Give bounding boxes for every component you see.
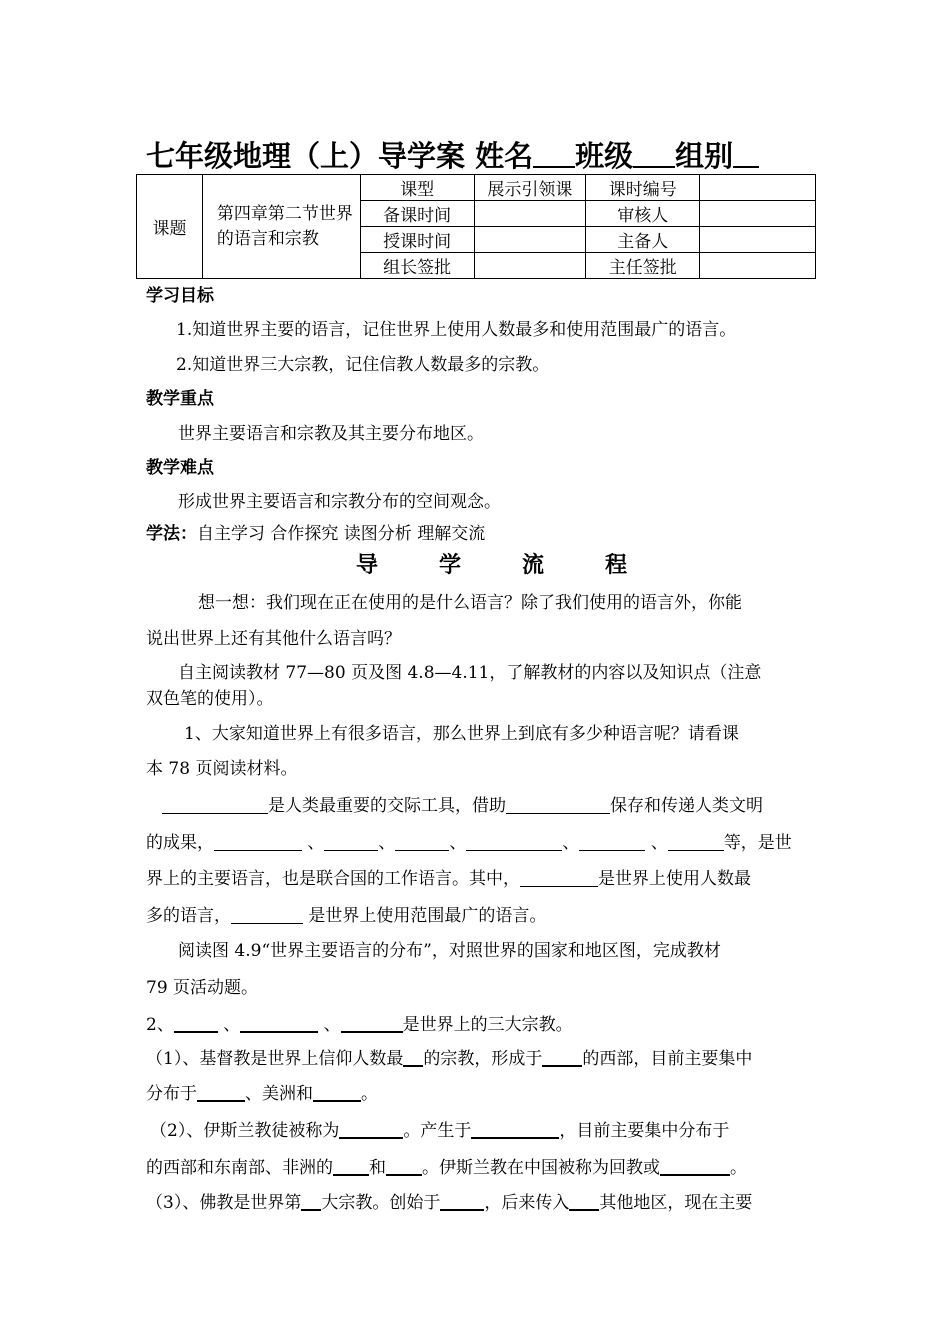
fill-line-b — [146, 828, 792, 853]
leader-sign-label: 组长签批 — [360, 253, 474, 279]
fill-text: 界上的主要语言，也是联合国的工作语言。其中， — [146, 869, 520, 889]
flow-title-char: 程 — [605, 553, 628, 578]
leader-sign-cell[interactable] — [474, 253, 586, 279]
reviewer-label: 审核人 — [586, 201, 700, 227]
class-label: 班级 — [575, 139, 634, 173]
fill-text: 是世界上使用人数最 — [598, 869, 751, 889]
fill-text: 的西部，目前主要集中 — [582, 1049, 753, 1069]
fill-text: 。 — [730, 1158, 747, 1178]
director-sign-cell[interactable] — [700, 253, 816, 279]
prep-time-cell[interactable] — [474, 201, 586, 227]
fill-text: 和 — [369, 1158, 386, 1178]
fill-text: 的西部和东南部、非洲的 — [146, 1158, 333, 1178]
fill-text: 分布于 — [146, 1084, 197, 1104]
fill-text: 保存和传递人类文明 — [610, 796, 763, 816]
answer-blank[interactable] — [440, 1191, 484, 1211]
teach-time-label: 授课时间 — [360, 227, 474, 253]
fill-text: 是人类最重要的交际工具，借助 — [268, 796, 506, 816]
christianity-line-2 — [146, 1079, 378, 1104]
answer-blank[interactable] — [403, 1047, 423, 1067]
answer-blank[interactable] — [174, 1013, 218, 1033]
objective-2: 2.知道世界三大宗教，记住信教人数最多的宗教。 — [176, 355, 550, 375]
answer-blank[interactable] — [386, 1156, 422, 1176]
fill-text: ，目前主要集中分布于 — [559, 1121, 730, 1141]
lesson-no-label: 课时编号 — [586, 175, 700, 201]
page-title — [146, 134, 759, 175]
fill-line-a — [162, 791, 763, 816]
title-main: 七年级地理（上）导学案 — [146, 139, 466, 173]
fill-text: 的成果， — [146, 833, 214, 853]
answer-blank[interactable] — [197, 1082, 245, 1102]
fill-text: 、美洲和 — [245, 1084, 313, 1104]
type-value: 展示引领课 — [474, 175, 586, 201]
answer-blank[interactable] — [542, 1047, 582, 1067]
reviewer-cell[interactable] — [700, 201, 816, 227]
fill-text: 、 — [307, 833, 325, 853]
answer-blank[interactable] — [579, 832, 645, 851]
answer-blank[interactable] — [569, 1191, 599, 1211]
fill-text: 2、 — [146, 1015, 174, 1035]
answer-blank[interactable] — [466, 832, 562, 851]
key-points-text: 世界主要语言和宗教及其主要分布地区。 — [178, 424, 484, 444]
answer-blank[interactable] — [333, 1156, 369, 1176]
think-line-2: 说出世界上还有其他什么语言吗？ — [146, 629, 401, 649]
key-points-heading: 教学重点 — [146, 389, 214, 409]
objective-1: 1.知道世界主要的语言，记住世界上使用人数最多和使用范围最广的语言。 — [176, 320, 737, 340]
method-label: 学法： — [146, 524, 197, 544]
answer-blank[interactable] — [471, 1119, 559, 1139]
fill-text: 。伊斯兰教在中国被称为回教或 — [422, 1158, 660, 1178]
christianity-line-1 — [146, 1044, 752, 1069]
answer-blank[interactable] — [324, 832, 378, 851]
fill-text: 、 — [449, 833, 467, 853]
answer-blank[interactable] — [240, 1013, 318, 1033]
fill-text: 是世界上的三大宗教。 — [402, 1015, 573, 1035]
buddhism-line-1 — [146, 1188, 752, 1213]
flow-title-char: 流 — [522, 553, 545, 578]
topic-value: 第四章第二节世界的语言和宗教 — [202, 175, 360, 279]
think-line-1: 想一想：我们现在正在使用的是什么语言？除了我们使用的语言外，你能 — [198, 593, 742, 613]
main-prep-cell[interactable] — [700, 227, 816, 253]
flow-title-char: 导 — [356, 553, 379, 578]
islam-line-1 — [150, 1116, 729, 1141]
fill-text: 多的语言， — [146, 906, 231, 926]
class-blank[interactable] — [633, 140, 675, 168]
fill-text: 其他地区，现在主要 — [599, 1193, 753, 1213]
fill-text: （2）、伊斯兰教徒被称为 — [150, 1121, 340, 1141]
q1-line-1: 1、大家知道世界上有很多语言，那么世界上到底有多少种语言呢？请看课 — [184, 724, 739, 744]
fill-text: 、 — [378, 833, 396, 853]
group-blank[interactable] — [733, 140, 759, 168]
answer-blank[interactable] — [231, 905, 303, 924]
lesson-info-table — [136, 174, 816, 279]
map-line-1: 阅读图 4.9“世界主要语言的分布”，对照世界的国家和地区图，完成教材 — [178, 941, 721, 961]
q1-line-2: 本 78 页阅读材料。 — [146, 759, 298, 779]
name-blank[interactable] — [533, 140, 575, 168]
fill-text: 的宗教，形成于 — [423, 1049, 543, 1069]
fill-text: 、 — [223, 1015, 241, 1035]
fill-text: 、 — [323, 1015, 341, 1035]
answer-blank[interactable] — [339, 1119, 403, 1139]
lesson-no-cell[interactable] — [700, 175, 816, 201]
answer-blank[interactable] — [313, 1082, 361, 1102]
flow-title — [356, 548, 688, 579]
answer-blank[interactable] — [660, 1156, 730, 1176]
fill-text: 是世界上使用范围最广的语言。 — [308, 906, 547, 926]
difficulties-heading: 教学难点 — [146, 458, 214, 478]
answer-blank[interactable] — [520, 868, 598, 887]
name-label: 姓名 — [475, 139, 534, 173]
fill-text: 大宗教。创始于 — [321, 1193, 441, 1213]
answer-blank[interactable] — [506, 795, 610, 814]
method-text: 自主学习 合作探究 读图分析 理解交流 — [197, 524, 486, 544]
fill-text: 。产生于 — [403, 1121, 472, 1141]
answer-blank[interactable] — [214, 832, 302, 851]
main-prep-label: 主备人 — [586, 227, 700, 253]
fill-text: ，后来传入 — [484, 1193, 570, 1213]
flow-title-char: 学 — [439, 553, 462, 578]
q2-line — [146, 1010, 573, 1035]
fill-text: （3）、佛教是世界第 — [146, 1193, 302, 1213]
answer-blank[interactable] — [301, 1191, 321, 1211]
read-line-1: 自主阅读教材 77—80 页及图 4.8—4.11，了解教材的内容以及知识点（注意 — [178, 663, 762, 683]
answer-blank[interactable] — [162, 795, 268, 814]
answer-blank[interactable] — [668, 832, 724, 851]
fill-line-d — [146, 901, 546, 926]
type-label: 课型 — [360, 175, 474, 201]
read-line-2: 双色笔的使用）。 — [146, 689, 274, 709]
group-label: 组别 — [675, 139, 734, 173]
prep-time-label: 备课时间 — [360, 201, 474, 227]
director-sign-label: 主任签批 — [586, 253, 700, 279]
method-line — [146, 519, 485, 544]
difficulties-text: 形成世界主要语言和宗教分布的空间观念。 — [178, 492, 501, 512]
islam-line-2 — [146, 1153, 747, 1178]
topic-label: 课题 — [137, 175, 203, 279]
map-line-2: 79 页活动题。 — [146, 978, 259, 998]
answer-blank[interactable] — [341, 1013, 403, 1033]
fill-text: （1）、基督教是世界上信仰人数最 — [146, 1049, 404, 1069]
fill-text: 、 — [562, 833, 580, 853]
objectives-heading: 学习目标 — [146, 286, 214, 306]
answer-blank[interactable] — [395, 832, 449, 851]
fill-line-c — [146, 864, 751, 889]
fill-text: 等，是世 — [723, 833, 792, 853]
teach-time-cell[interactable] — [474, 227, 586, 253]
fill-text: 、 — [650, 833, 668, 853]
fill-text: 。 — [361, 1084, 378, 1104]
